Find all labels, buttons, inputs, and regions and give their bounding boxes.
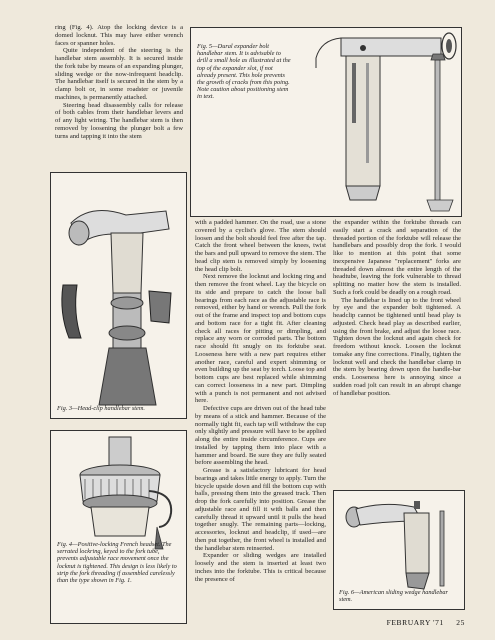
figure-4 — [50, 430, 187, 624]
paragraph: Expander or sliding wedges are installed loosely and the stem is inserted at least two inches into the forktube. This is critical because the presence of — [195, 552, 326, 583]
paragraph: Quite independent of the steering is the handlebar stem assembly. It is secured inside the fork tube by means of an expanding plunger, sliding wedge or the now-infrequent headclip. The handlebar itself is secured in the stem by a clamp bolt or, in some roadster or juvenile machines, is permanently attached. — [55, 47, 183, 101]
paragraph: Steering head disassembly calls for release of both cables from their handlebar levers and of any light wiring. The handlebar stem is then removed by loosening the plunger bolt a few turns and tapping it into the stem — [55, 101, 183, 140]
figure-5-caption: Fig. 5—Dural expander bolt handlebar stem. It is advisable to drill a small hole as illustrated at the top of the expander slot, if not already present. This hole prevents the growth of cracks from this poing. Note caution about positioning stem in text. — [197, 43, 291, 101]
paragraph: Next remove the locknut and locking ring and then remove the front wheel. Lay the bicycle on its side and prepare to catch the loose ball bearings from each race as the adjustable race is removed, either by hand or wrench. Pull the fork out of the frame and inspect top and bottom cups and bottom race for a tight fit. After cleaning check all races for pitting or dimpling, and replace any worn or corroded parts. The bottom race should fit snugly on its forktube seat. Looseness here with a new part requires either another race, careful and expert shimming or even building up the seat by torch. Loose top and bottom cups are best replaced while shimming can correct looseness in a new part. Dimpling with a punch is not permanent and not advised here. — [195, 273, 326, 405]
paragraph: The handlebar is lined up to the front wheel by eye and the expander bolt tightened. A headclip cannot be tightened until head play is adjusted. Check head play as described earlier, using the front brake, and adjust the loose race. Tighten down the locknut and again check for freedom without knock. Loosen the locknut tomake any fine corrections. Finally, tighten the locknut well and check the handlebar clamp in the stem by bearing down upon the handle-bar ends. Looseness here is annoying since a sudden road jolt can result in an abrupt change of handlebar position. — [333, 296, 461, 397]
paragraph: Defective cups are driven out of the head tube by means of a stick and hammer. Because of the normally tight fit, each tap will withdraw the cup only slightly and pressure will have to be applied along the entire inside circumference. Cups are installed by tapping them into place with a hammer and board. Be sure they are fully seated before assembling the head. — [195, 405, 326, 467]
column-3-text — [333, 219, 461, 397]
column-1-text — [55, 24, 183, 140]
page-number: 25 — [456, 618, 465, 627]
paragraph: ring (Fig. 4). Atop the locking device is a domed locknut. This may have either wrench faces or spanner holes. — [55, 24, 183, 47]
figure-4-caption: Fig. 4—Positive-locking French headset. The serrated lockring, keyed to the fork tube, prevents adjustable race movement once the locknut is tightened. This design is less likely to strip the fork threading if assembled carelessly than the type shown in Fig. 1. — [57, 541, 177, 585]
issue-date: FEBRUARY '71 — [386, 618, 444, 627]
figure-5 — [190, 27, 462, 217]
french-headset-drawing — [51, 431, 186, 623]
head-clip-stem-drawing — [51, 173, 186, 418]
figure-6-caption: Fig. 6—American sliding wedge handlebar stem. — [339, 589, 448, 604]
column-2-text — [195, 219, 326, 583]
paragraph: Grease is a satisfactory lubricant for head bearings and takes little energy to apply. Turn the bicycle upside down and fill the bottom cup with balls, pressing them into the greased track. Then drop the fork carefully into position. Grease the adjustable race and fill it with balls and then carefully thread it upward until it pulls the head together snugly. The remaining parts—locking, accessories, locknut and headclip, if used—are then put together, the front wheel is installed and the handlebar stem reinserted. — [195, 467, 326, 552]
expander-stem-drawing — [191, 28, 461, 216]
figure-3 — [50, 172, 187, 419]
figure-3-caption: Fig. 3—Head-clip handlebar stem. — [57, 405, 145, 412]
figure-6 — [333, 490, 465, 610]
page-footer — [377, 618, 465, 627]
paragraph: the expander within the forktube threads can easily start a crack and separation of the threaded portion of the forktube will release the handlebars and possibly drop the fork. I would like to mention at this point that some inexpensive Japanese "replacement" forks are threaded down almost the entire length of the headtube, leaving the fork vulnerable to thread splitting no matter how the stem is installed. Such a fork could be deadly on a rough road. — [333, 219, 461, 296]
paragraph: with a padded hammer. On the road, use a stone covered by a cyclist's glove. The stem should loosen and the bolt should feel free after the tap. Catch the front wheel between the knees, twist the bars and pull upward to remove the stem. The head clip stem is removed simply by loosening the head clip bolt. — [195, 219, 326, 273]
